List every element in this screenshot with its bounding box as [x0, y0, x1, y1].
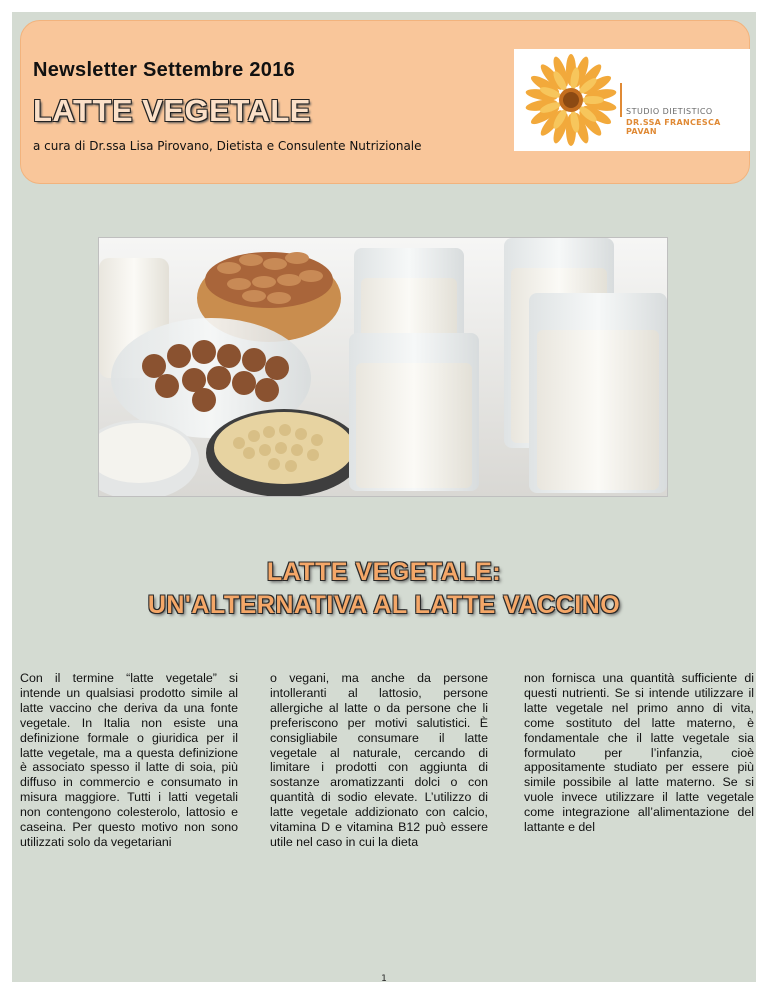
logo-studio-name: STUDIO DIETISTICO: [626, 107, 713, 116]
article-column-1: Con il termine “latte vegetale” si intende un qualsiasi prodotto simile al latte vaccino che deriva da una fonte vegetale. In Italia non esiste una definizione formale o giuridica per il latte vegetale, ma a questa definizione è associato spesso il latte di soia, più diffuso in commercio e consumato in misura maggiore. Tutti i latti vegetali non contengono colesterolo, lattosio e caseina. Per questo motivo non sono utilizzati solo da vegetariani: [20, 671, 238, 849]
author-byline: a cura di Dr.ssa Lisa Pirovano, Dietista e Consulente Nutrizionale: [33, 139, 422, 153]
studio-logo: [514, 49, 750, 151]
article-title-line-1: LATTE VEGETALE:: [266, 558, 502, 586]
article-column-3: non fornisca una quantità sufficiente di questi nutrienti. Se si intende utilizzare il latte vegetale nel primo anno di vita, come sostituto del latte materno, è fondamentale che il latte vegetale sia formulato per l’infanzia, cioè appositamente studiato per essere più simile possibile al latte materno. Se si vuole invece utilizzare il latte vegetale come integrazione all’alimentazione del lattante e del: [524, 671, 754, 835]
sunflower-icon: [522, 52, 620, 148]
article-title-line-2: UN'ALTERNATIVA AL LATTE VACCINO: [147, 591, 621, 619]
milk-and-nuts-image: [99, 238, 667, 496]
article-column-2: o vegani, ma anche da persone intolleranti al lattosio, persone allergiche al latte o da persone che li preferiscono per motivi salutistici. È consigliabile consumare il latte vegetale al naturale, cercando di limitare i prodotti con aggiunta di sostanze aromatizzanti dolci o con quantità di sodio elevate. L’utilizzo di latte vegetale addizionato con calcio, vitamina D e vitamina B12 può essere utile nel caso in cui la dieta: [270, 671, 488, 849]
logo-divider: [620, 83, 622, 117]
logo-doctor-name: DR.SSA FRANCESCA PAVAN: [626, 118, 721, 136]
plant-milk-photo: [98, 237, 668, 497]
newsletter-date: Newsletter Settembre 2016: [33, 59, 296, 81]
page-number: 1: [381, 974, 387, 984]
newsletter-header: [20, 20, 750, 184]
header-title: LATTE VEGETALE: [33, 93, 311, 128]
